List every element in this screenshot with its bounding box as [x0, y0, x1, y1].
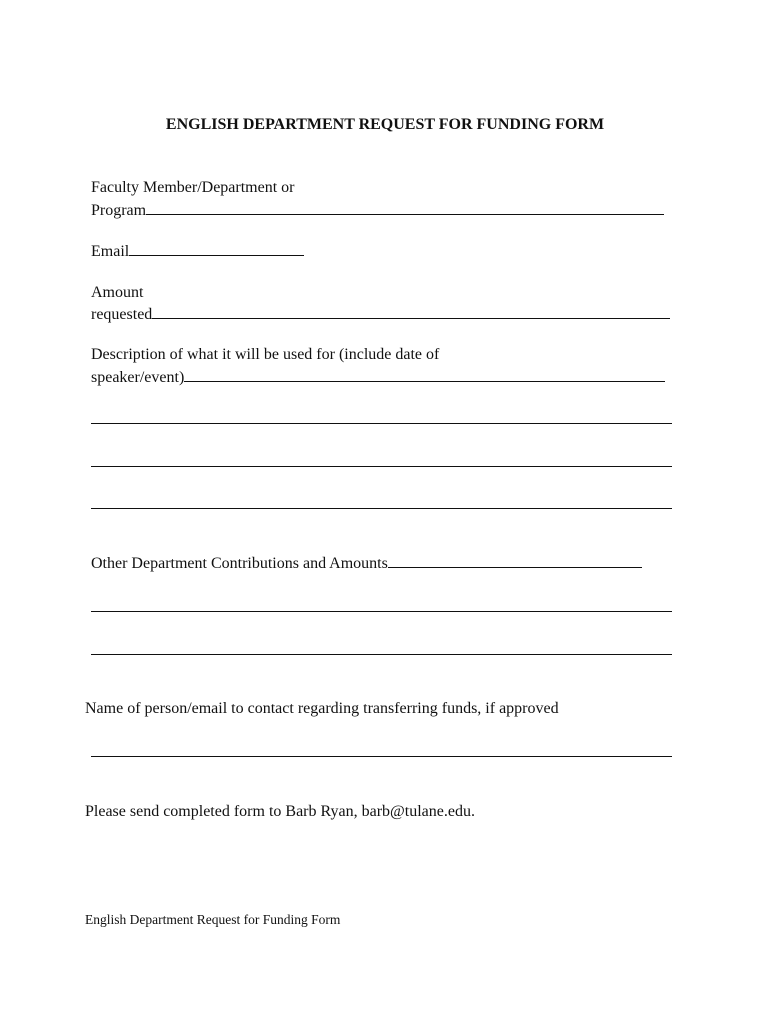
description-label-line2 — [91, 367, 665, 388]
other-contributions-line — [91, 553, 642, 574]
description-label: speaker/event) — [91, 369, 185, 386]
email-label: Email — [91, 243, 130, 260]
submission-instructions: Please send completed form to Barb Ryan, barb@tulane.edu. — [85, 803, 475, 820]
contact-person-label: Name of person/email to contact regarding transferring funds, if approved — [85, 700, 559, 717]
description-blank-line-2[interactable] — [91, 466, 672, 467]
contributions-blank-line-1[interactable] — [91, 611, 672, 612]
page-footer: English Department Request for Funding Form — [85, 912, 341, 927]
other-contributions-blank-field[interactable] — [388, 553, 642, 568]
description-label-line1: Description of what it will be used for (include date of — [91, 346, 440, 363]
faculty-label: Program — [91, 202, 147, 219]
amount-label-line1: Amount — [91, 284, 144, 301]
email-line — [91, 241, 304, 262]
description-blank-field[interactable] — [184, 367, 665, 382]
faculty-blank-field[interactable] — [146, 200, 664, 215]
description-blank-line-3[interactable] — [91, 508, 672, 509]
faculty-label-line2 — [91, 200, 664, 221]
amount-label: requested — [91, 306, 153, 323]
contributions-blank-line-2[interactable] — [91, 654, 672, 655]
amount-blank-field[interactable] — [152, 304, 670, 319]
faculty-label-line1: Faculty Member/Department or — [91, 179, 295, 196]
form-title: ENGLISH DEPARTMENT REQUEST FOR FUNDING FORM — [165, 116, 605, 133]
amount-label-line2 — [91, 304, 670, 325]
description-blank-line-1[interactable] — [91, 423, 672, 424]
email-blank-field[interactable] — [129, 241, 304, 256]
contact-person-blank-line[interactable] — [91, 756, 672, 757]
other-contributions-label: Other Department Contributions and Amounts — [91, 555, 388, 572]
